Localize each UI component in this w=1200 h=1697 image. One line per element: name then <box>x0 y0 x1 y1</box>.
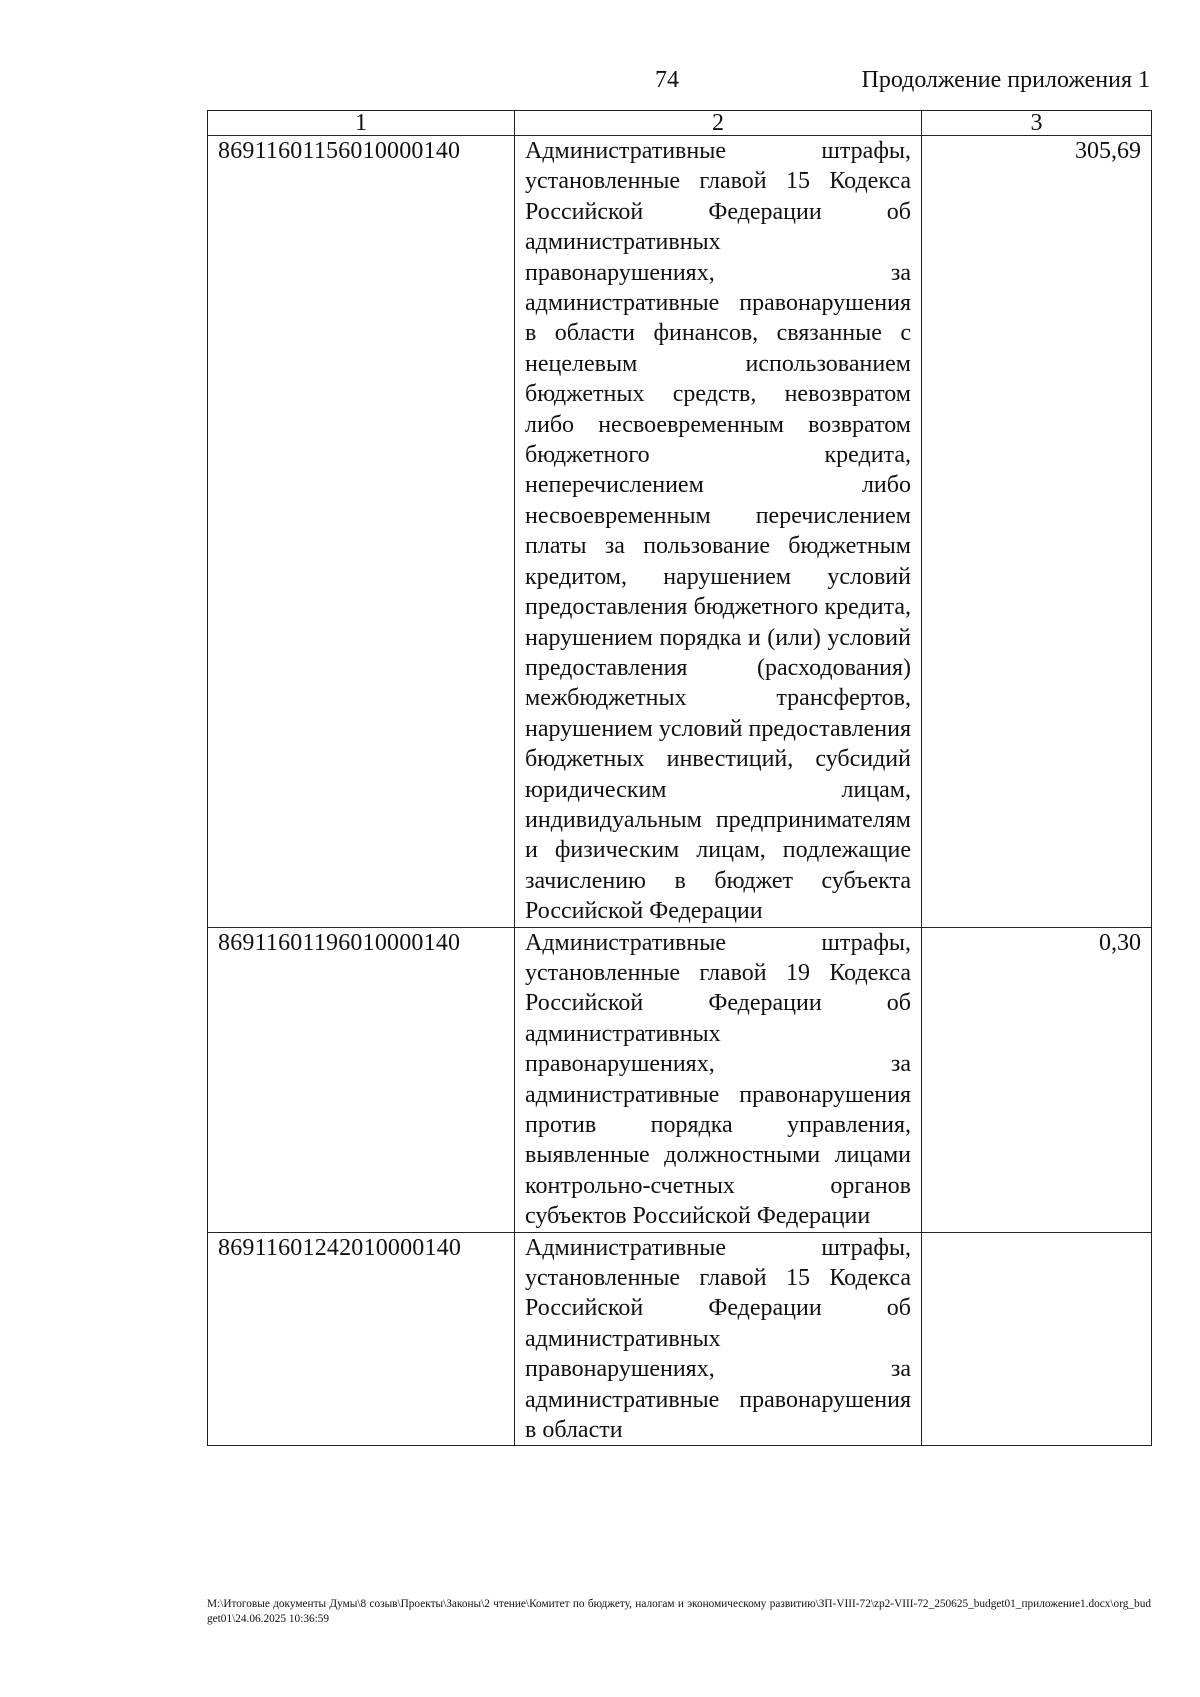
budget-code-cell: 86911601196010000140 <box>208 927 515 1232</box>
continuation-label: Продолжение приложения 1 <box>861 67 1150 93</box>
table-header-row <box>208 111 1152 136</box>
table-row <box>208 136 1152 928</box>
amount-cell: 305,69 <box>922 136 1152 928</box>
column-header-2: 2 <box>515 111 922 136</box>
document-path-footer: M:\Итоговые документы Думы\8 созыв\Проекты\Законы\2 чтение\Комитет по бюджету, налогам и экономическому развитию\ЗП-VIII-72\zp2-VIII-72_250625_budget01_приложение1.docx\org_budget01\24.06.2025 10:36:59 <box>207 1598 1151 1625</box>
amount-cell: 0,30 <box>922 927 1152 1232</box>
revenue-table <box>207 110 1152 1446</box>
description-cell: Административные штрафы, установленные главой 15 Кодекса Российской Федерации об административных правонарушениях, за административные правонарушения в области <box>515 1232 922 1446</box>
description-cell: Административные штрафы, установленные главой 19 Кодекса Российской Федерации об административных правонарушениях, за административные правонарушения против порядка управления, выявленные должностными лицами контрольно-счетных органов субъектов Российской Федерации <box>515 927 922 1232</box>
budget-code-cell: 86911601242010000140 <box>208 1232 515 1446</box>
page-number: 74 <box>655 67 679 93</box>
amount-cell <box>922 1232 1152 1446</box>
budget-code-cell: 86911601156010000140 <box>208 136 515 928</box>
column-header-1: 1 <box>208 111 515 136</box>
table-row <box>208 927 1152 1232</box>
description-cell: Административные штрафы, установленные главой 15 Кодекса Российской Федерации об административных правонарушениях, за административные правонарушения в области финансов, связанные с нецелевым использованием бюджетных средств, невозвратом либо несвоевременным возвратом бюджетного кредита, неперечислением либо несвоевременным перечислением платы за пользование бюджетным кредитом, нарушением условий предоставления бюджетного кредита, нарушением порядка и (или) условий предоставления (расходования) межбюджетных трансфертов, нарушением условий предоставления бюджетных инвестиций, субсидий юридическим лицам, индивидуальным предпринимателям и физическим лицам, подлежащие зачислению в бюджет субъекта Российской Федерации <box>515 136 922 928</box>
column-header-3: 3 <box>922 111 1152 136</box>
table-row <box>208 1232 1152 1446</box>
